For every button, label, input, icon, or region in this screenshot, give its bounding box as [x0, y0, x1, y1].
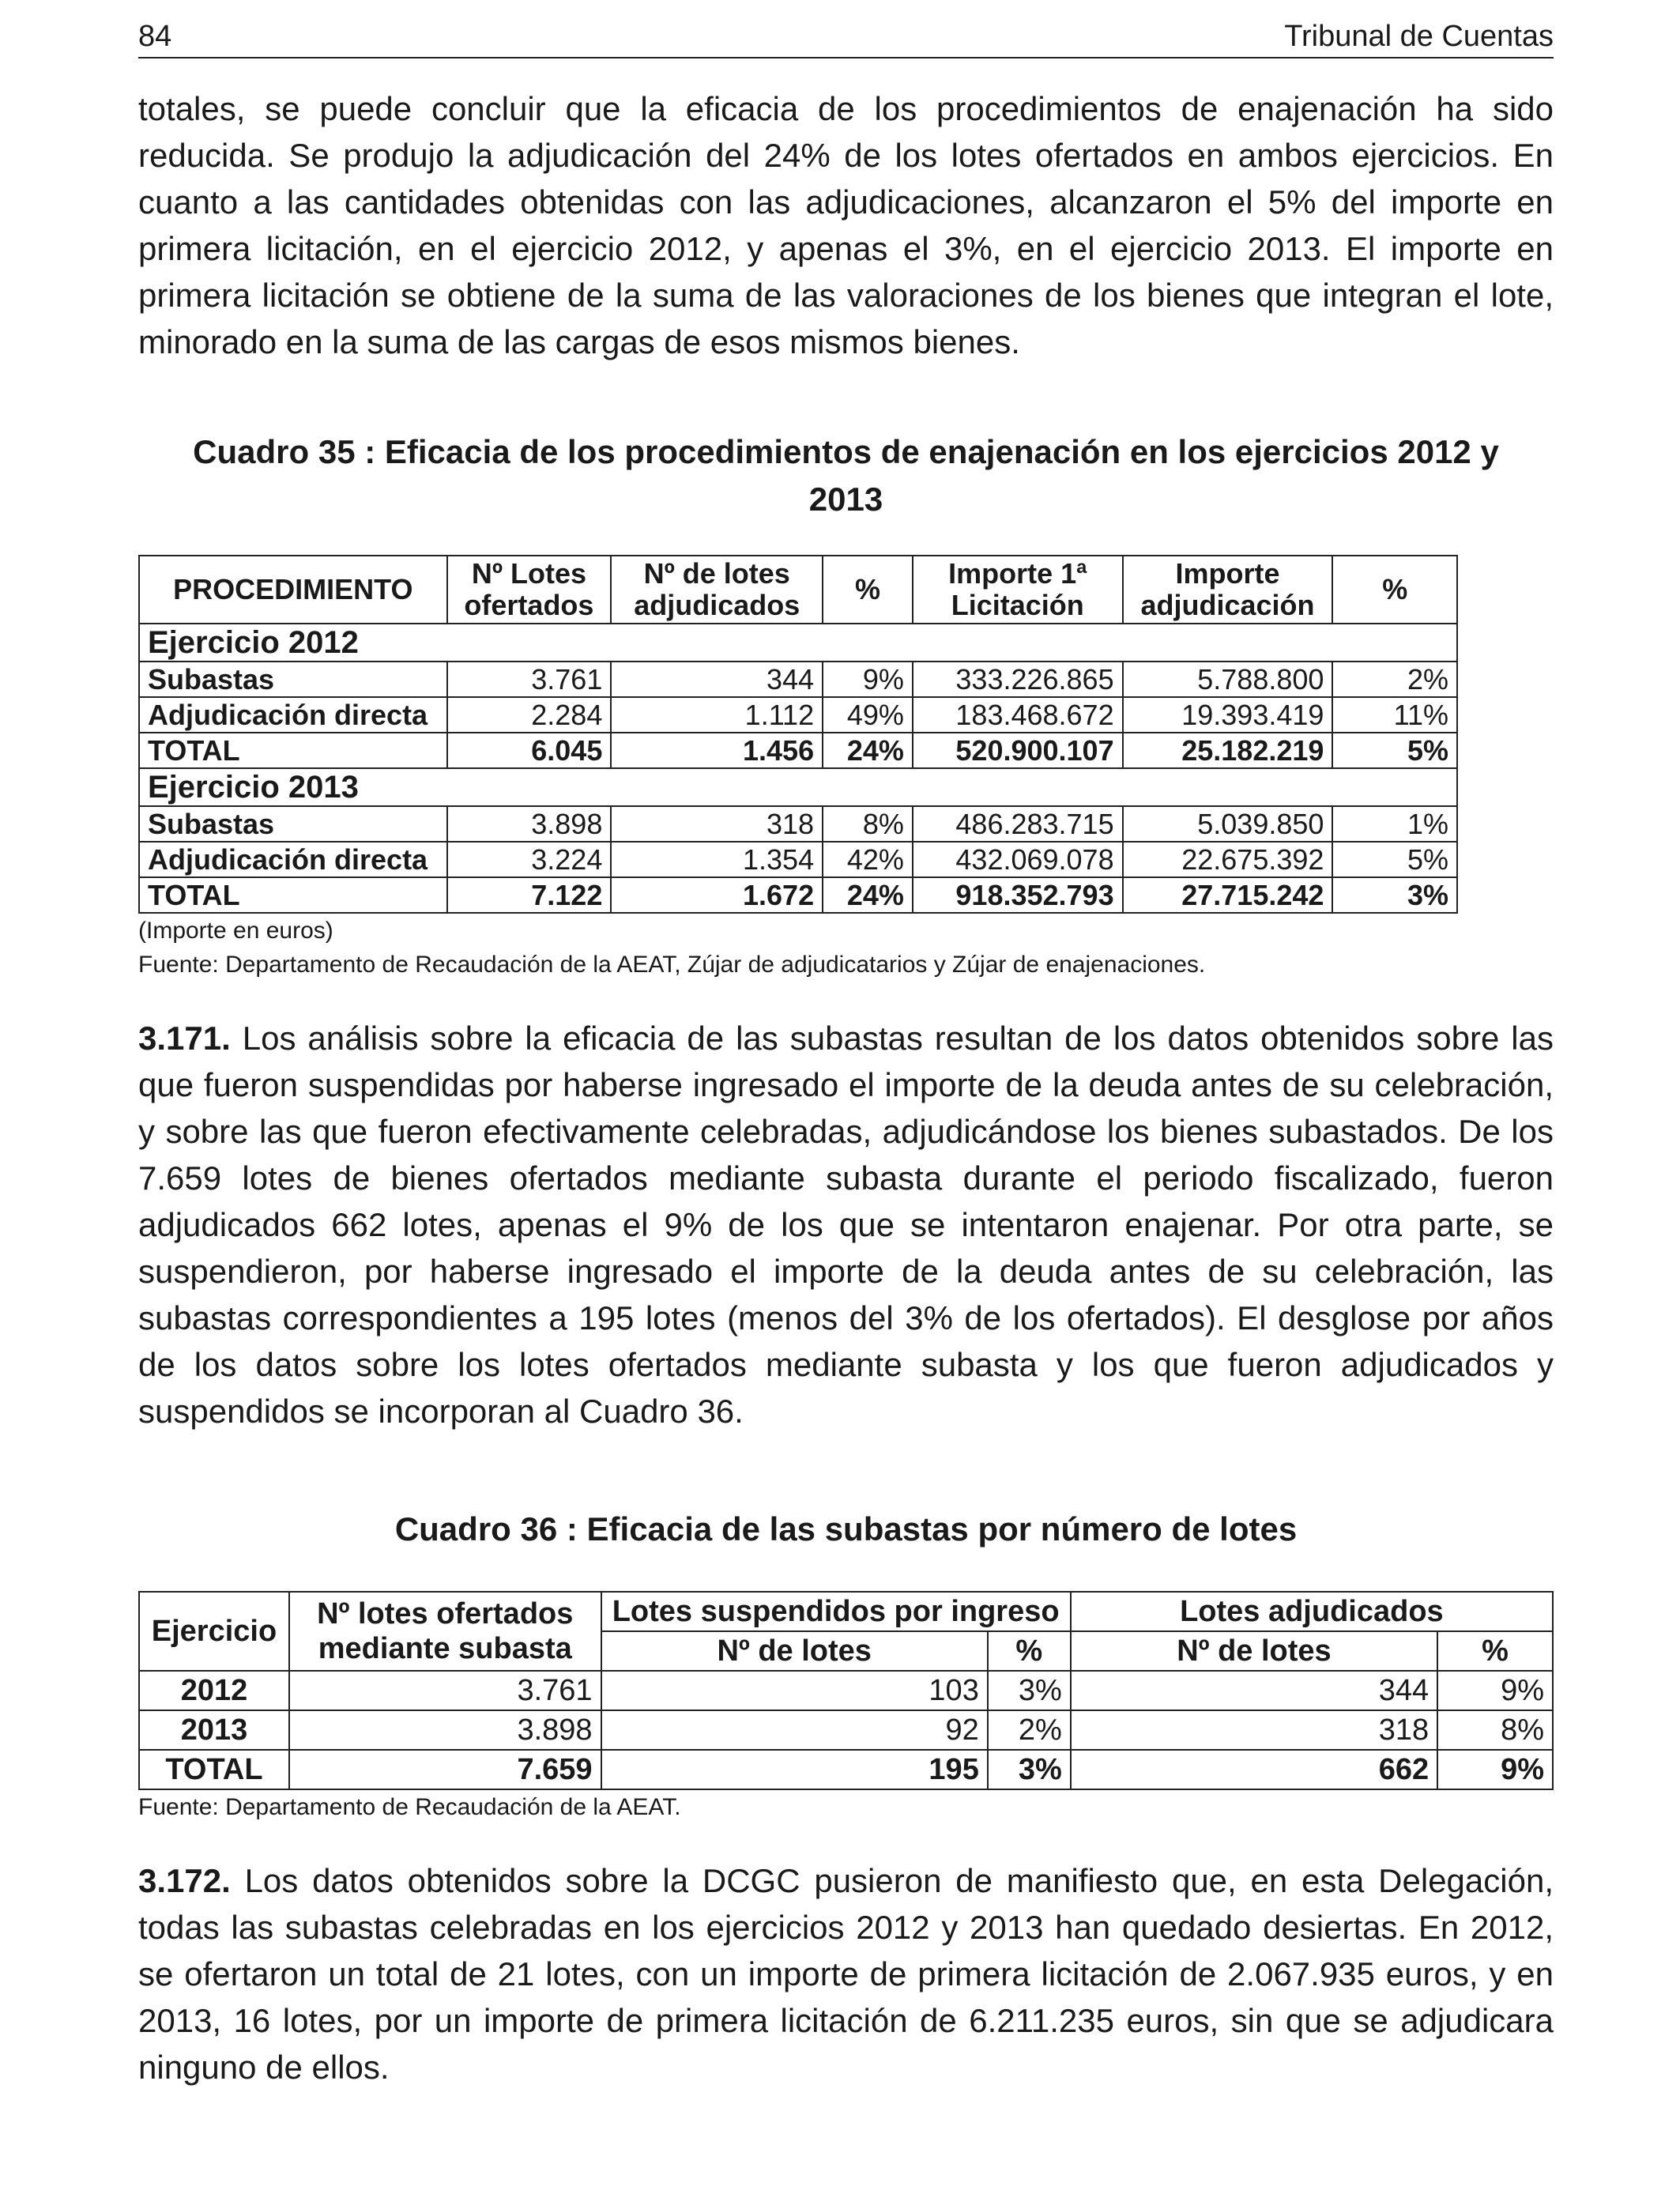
- table-row: [139, 697, 1457, 733]
- table-cell: 5.788.800: [1123, 662, 1333, 697]
- table35-caption-line1: Cuadro 35 : Eficacia de los procedimientos de enajenación en los ejercicios 2012 y: [193, 433, 1499, 470]
- table-cell: 11%: [1332, 697, 1457, 733]
- header-ejercicio: Ejercicio: [139, 1592, 289, 1671]
- year-label: Ejercicio 2013: [139, 768, 1457, 806]
- paragraph-3172: [138, 1857, 1554, 2090]
- table-cell: 27.715.242: [1123, 877, 1333, 913]
- row-label: Subastas: [139, 662, 447, 697]
- table-cell: 5%: [1332, 842, 1457, 877]
- table35-header-row: [139, 556, 1457, 624]
- year-label: Ejercicio 2012: [139, 624, 1457, 662]
- table36-note-source: Fuente: Departamento de Recaudación de la AEAT.: [138, 1794, 681, 1820]
- row-label: TOTAL: [139, 1750, 289, 1789]
- table-cell: 103: [601, 1671, 988, 1710]
- table-cell: 7.122: [447, 877, 612, 913]
- paragraph-number: 3.172.: [138, 1862, 231, 1899]
- table-cell: 3.761: [447, 662, 612, 697]
- table-cell: 9%: [823, 662, 913, 697]
- table-cell: 432.069.078: [913, 842, 1123, 877]
- table35-year-2013-row: [139, 768, 1457, 806]
- table-row: [139, 662, 1457, 697]
- table-cell: 2.284: [447, 697, 612, 733]
- header-importe-licitacion: Importe 1ª Licitación: [913, 556, 1123, 624]
- table35: [138, 555, 1458, 914]
- page-header: [138, 14, 1554, 58]
- table-cell: 1.456: [611, 733, 823, 768]
- table-cell: 22.675.392: [1123, 842, 1333, 877]
- table-cell: 662: [1071, 1750, 1437, 1789]
- table-cell: 92: [601, 1710, 988, 1750]
- table-cell: 333.226.865: [913, 662, 1123, 697]
- table-cell: 1%: [1332, 806, 1457, 842]
- document-page: [138, 14, 1554, 2090]
- row-label: TOTAL: [139, 733, 447, 768]
- header-ofertados-subasta: Nº lotes ofertados mediante subasta: [289, 1592, 601, 1671]
- table-cell: 8%: [823, 806, 913, 842]
- table-cell: 3.761: [289, 1671, 601, 1710]
- table-cell: 42%: [823, 842, 913, 877]
- row-label: Adjudicación directa: [139, 842, 447, 877]
- paragraph-intro: totales, se puede concluir que la eficacia de los procedimientos de enajenación ha sido reducida. Se produjo la adjudicación del 24% de los lotes ofertados en ambos ejercicios. En cuanto a las cantidades obtenidas con las adjudicaciones, alcanzaron el 5% del importe en primera licitación, en el ejercicio 2012, y apenas el 3%, en el ejercicio 2013. El importe en primera licitación se obtiene de la suma de las valoraciones de los bienes que integran el lote, minorado en la suma de las cargas de esos mismos bienes.: [138, 90, 1554, 360]
- table35-note-units: (Importe en euros): [138, 918, 333, 944]
- table-cell: 5%: [1332, 733, 1457, 768]
- table-cell: 918.352.793: [913, 877, 1123, 913]
- table35-year-2012-row: [139, 624, 1457, 662]
- header-lotes-suspendidos: Lotes suspendidos por ingreso: [601, 1592, 1071, 1631]
- table-cell: 9%: [1437, 1750, 1553, 1789]
- table-cell: 3.898: [447, 806, 612, 842]
- table-cell: 2%: [988, 1710, 1071, 1750]
- header-procedimiento: PROCEDIMIENTO: [139, 556, 447, 624]
- table-row: [139, 806, 1457, 842]
- table36-body: [139, 1671, 1553, 1789]
- header-pct-lotes: %: [823, 556, 913, 624]
- table35-note-source: Fuente: Departamento de Recaudación de la AEAT, Zújar de adjudicatarios y Zújar de enajenaciones.: [138, 952, 1206, 978]
- table-cell: 3%: [988, 1750, 1071, 1789]
- paragraph-number: 3.171.: [138, 1020, 231, 1057]
- table-cell: 3.898: [289, 1710, 601, 1750]
- table-cell: 3%: [1332, 877, 1457, 913]
- row-label: Subastas: [139, 806, 447, 842]
- table-cell: 183.468.672: [913, 697, 1123, 733]
- table-cell: 318: [611, 806, 823, 842]
- table-cell: 318: [1071, 1710, 1437, 1750]
- table-row: [139, 877, 1457, 913]
- table-cell: 24%: [823, 733, 913, 768]
- table-cell: 520.900.107: [913, 733, 1123, 768]
- header-n-lotes-adjudicados: Nº de lotes: [1071, 1631, 1437, 1671]
- table-row: [139, 733, 1457, 768]
- header-n-lotes-suspendidos: Nº de lotes: [601, 1631, 988, 1671]
- header-lotes-adjudicados: Lotes adjudicados: [1071, 1592, 1553, 1631]
- row-label: 2013: [139, 1710, 289, 1750]
- paragraph-text: Los datos obtenidos sobre la DCGC pusieron de manifiesto que, en esta Delegación, todas las subastas celebradas en los ejercicios 2012 y 2013 han quedado desiertas. En 2012, se ofertaron un total de 21 lotes, con un importe de primera licitación de 2.067.935 euros, y en 2013, 16 lotes, por un importe de primera licitación de 6.211.235 euros, sin que se adjudicara ninguno de ellos.: [138, 1862, 1554, 2086]
- table-cell: 5.039.850: [1123, 806, 1333, 842]
- page-number: 84: [138, 20, 172, 53]
- table-row: [139, 1710, 1553, 1750]
- header-pct-suspendidos: %: [988, 1631, 1071, 1671]
- table-cell: 344: [611, 662, 823, 697]
- header-lotes-adjudicados: Nº de lotes adjudicados: [611, 556, 823, 624]
- table-cell: 1.112: [611, 697, 823, 733]
- table-cell: 3.224: [447, 842, 612, 877]
- table-cell: 25.182.219: [1123, 733, 1333, 768]
- table-cell: 6.045: [447, 733, 612, 768]
- table-row: [139, 842, 1457, 877]
- table-row: [139, 1750, 1553, 1789]
- table-cell: 344: [1071, 1671, 1437, 1710]
- row-label: TOTAL: [139, 877, 447, 913]
- table36-header-row1: [139, 1592, 1553, 1631]
- table35-caption-line2: 2013: [808, 481, 883, 518]
- table-cell: 486.283.715: [913, 806, 1123, 842]
- table36: [138, 1591, 1554, 1790]
- table-cell: 2%: [1332, 662, 1457, 697]
- header-pct-importe: %: [1332, 556, 1457, 624]
- table-cell: 195: [601, 1750, 988, 1789]
- table35-rows-2013: [139, 806, 1457, 913]
- row-label: Adjudicación directa: [139, 697, 447, 733]
- table-row: [139, 1671, 1553, 1710]
- paragraph-text: Los análisis sobre la eficacia de las subastas resultan de los datos obtenidos sobre las que fueron suspendidas por haberse ingresado el importe de la deuda antes de su celebración, y sobre las que fueron efectivamente celebradas, adjudicándose los bienes subastados. De los 7.659 lotes de bienes ofertados mediante subasta durante el periodo fiscalizado, fueron adjudicados 662 lotes, apenas el 9% de los que se intentaron enajenar. Por otra parte, se suspendieron, por haberse ingresado el importe de la deuda antes de su celebración, las subastas correspondientes a 195 lotes (menos del 3% de los ofertados). El desglose por años de los datos sobre los lotes ofertados mediante subasta y los que fueron adjudicados y suspendidos se incorporan al Cuadro 36.: [138, 1020, 1554, 1430]
- table35-caption: [138, 428, 1554, 523]
- table-cell: 8%: [1437, 1710, 1553, 1750]
- paragraph-3171: [138, 1015, 1554, 1434]
- publisher-name: Tribunal de Cuentas: [1284, 20, 1554, 53]
- header-importe-adjudicacion: Importe adjudicación: [1123, 556, 1333, 624]
- row-label: 2012: [139, 1671, 289, 1710]
- table35-rows-2012: [139, 662, 1457, 768]
- table-cell: 49%: [823, 697, 913, 733]
- table-cell: 9%: [1437, 1671, 1553, 1710]
- table-cell: 7.659: [289, 1750, 601, 1789]
- table-cell: 24%: [823, 877, 913, 913]
- header-pct-adjudicados: %: [1437, 1631, 1553, 1671]
- table-cell: 1.354: [611, 842, 823, 877]
- table-cell: 19.393.419: [1123, 697, 1333, 733]
- table36-caption: Cuadro 36 : Eficacia de las subastas por número de lotes: [394, 1510, 1298, 1547]
- table-cell: 3%: [988, 1671, 1071, 1710]
- header-lotes-ofertados: Nº Lotes ofertados: [447, 556, 612, 624]
- table-cell: 1.672: [611, 877, 823, 913]
